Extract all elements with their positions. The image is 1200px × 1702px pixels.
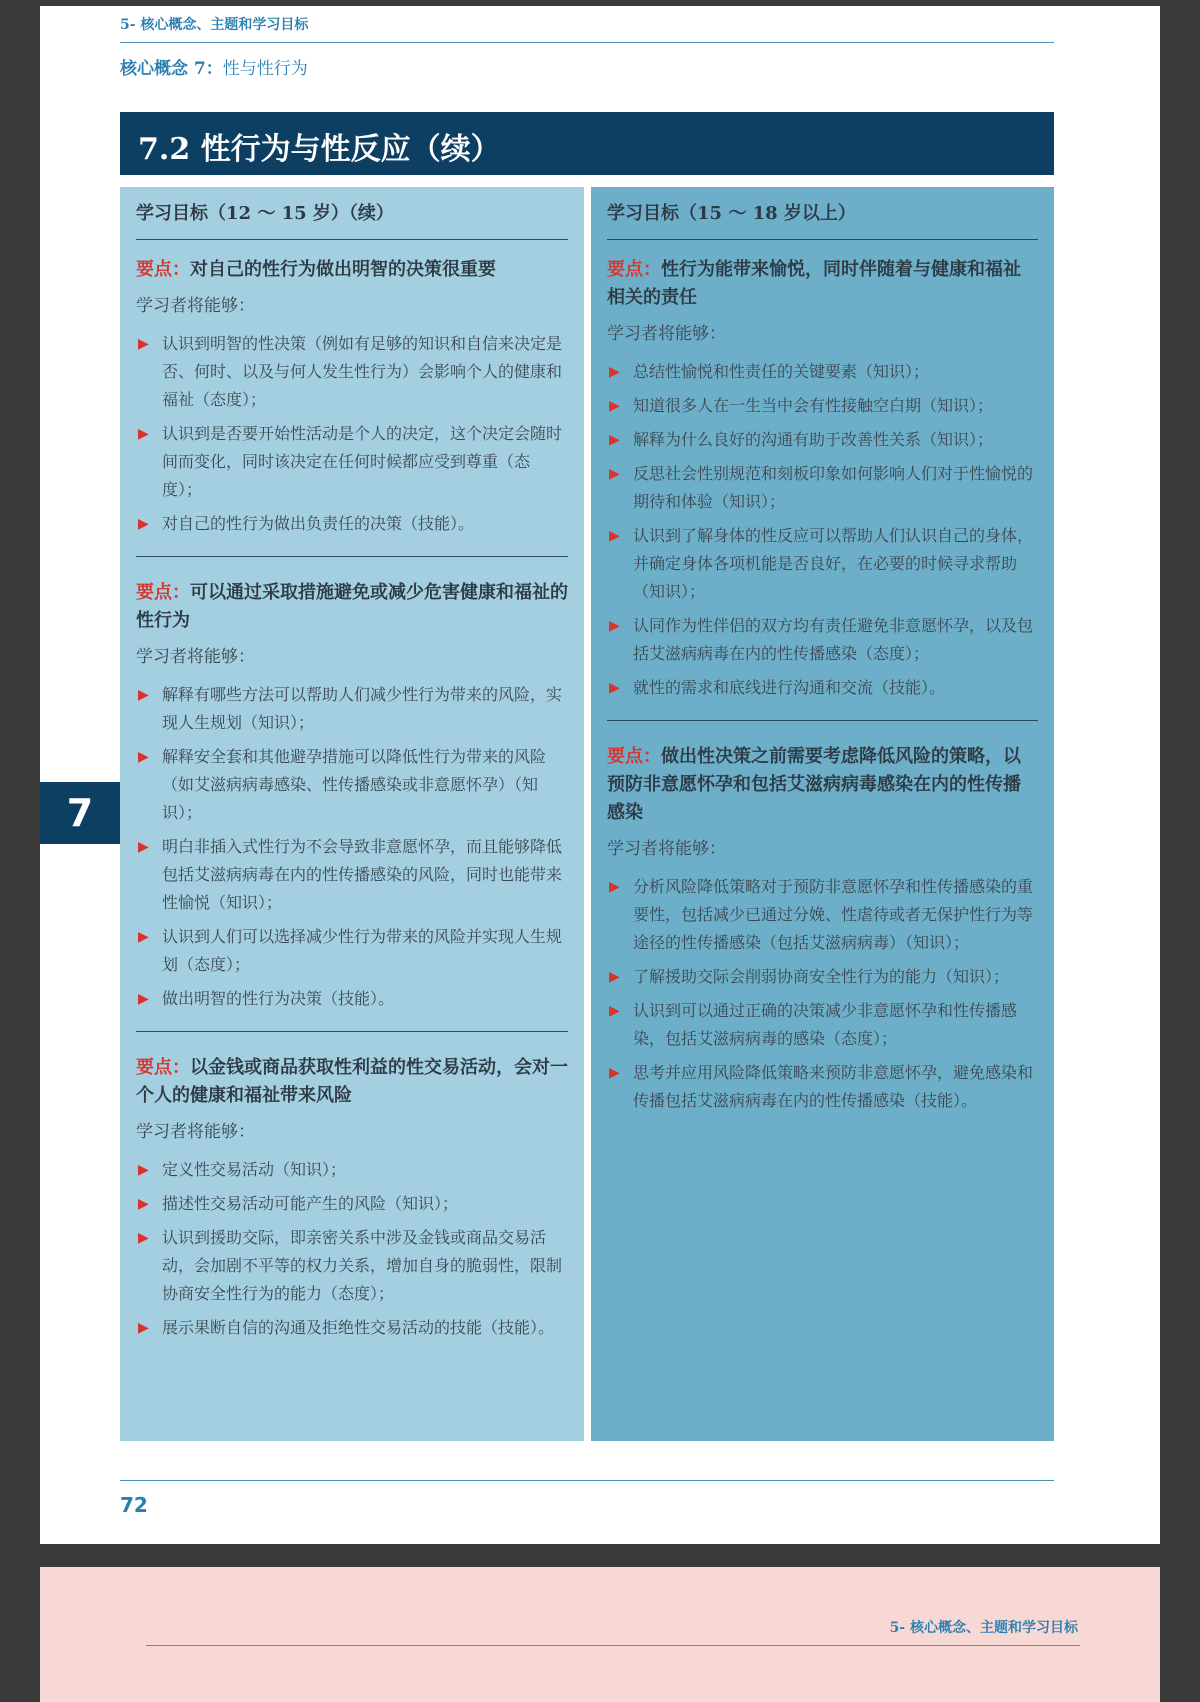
learners-intro: 学习者将能够： <box>136 1122 255 1142</box>
bullet-arrow-icon: ▶ <box>609 879 620 895</box>
objective-text: 认识到了解身体的性反应可以帮助人们认识自己的身体，并确定身体各项机能是否良好，在必要的时候寻求帮助（知识）； <box>633 526 1034 601</box>
objective-text: 认识到是否要开始性活动是个人的决定，这个决定会随时间而变化，同时该决定在任何时候都应受到尊重（态度）； <box>162 424 563 499</box>
concept-label: 核心概念 7： <box>120 59 223 79</box>
key-point-section <box>607 720 1038 1115</box>
bullet-arrow-icon: ▶ <box>138 991 149 1007</box>
key-point-tag: 要点： <box>607 746 661 767</box>
objective-item <box>136 1190 568 1218</box>
objective-item <box>136 743 568 827</box>
bullet-arrow-icon: ▶ <box>138 1162 149 1178</box>
bullet-arrow-icon: ▶ <box>138 839 149 855</box>
objective-text: 定义性交易活动（知识）； <box>162 1160 347 1179</box>
right-sections <box>607 256 1038 1115</box>
objective-text: 总结性愉悦和性责任的关键要素（知识）； <box>633 362 930 381</box>
objective-item <box>136 923 568 979</box>
section-banner: 7.2 性行为与性反应（续） <box>120 112 1054 175</box>
bullet-arrow-icon: ▶ <box>609 969 620 985</box>
objective-list <box>607 873 1038 1115</box>
objective-text: 分析风险降低策略对于预防非意愿怀孕和性传播感染的重要性，包括减少已通过分娩、性虐待或者无保护性行为等途径的性传播感染（包括艾滋病病毒）（知识）； <box>633 877 1034 952</box>
key-point-text: 性行为能带来愉悦，同时伴随着与健康和福祉相关的责任 <box>607 259 1021 308</box>
next-page-header: 5- 核心概念、主题和学习目标 <box>889 1620 1078 1636</box>
right-column-title: 学习目标（15 ～ 18 岁以上） <box>607 199 1038 240</box>
header-rule <box>120 42 1054 43</box>
objective-item <box>607 674 1038 702</box>
objective-text: 解释有哪些方法可以帮助人们减少性行为带来的风险，实现人生规划（知识）； <box>162 685 563 732</box>
objective-item <box>607 997 1038 1053</box>
objective-item <box>607 1059 1038 1115</box>
bullet-arrow-icon: ▶ <box>609 618 620 634</box>
footer-rule <box>120 1480 1054 1481</box>
objective-item <box>136 330 568 414</box>
key-point-text: 以金钱或商品获取性利益的性交易活动，会对一个人的健康和福祉带来风险 <box>136 1057 568 1106</box>
objective-text: 解释安全套和其他避孕措施可以降低性行为带来的风险（如艾滋病病毒感染、性传播感染或非意愿怀孕）（知识）； <box>162 747 547 822</box>
objective-text: 认识到人们可以选择减少性行为带来的风险并实现人生规划（态度）； <box>162 927 563 974</box>
bullet-arrow-icon: ▶ <box>609 432 620 448</box>
key-point-heading <box>136 256 568 284</box>
bullet-arrow-icon: ▶ <box>609 528 620 544</box>
learners-intro: 学习者将能够： <box>136 296 255 316</box>
objective-item <box>607 460 1038 516</box>
bullet-arrow-icon: ▶ <box>138 1196 149 1212</box>
key-point-section <box>136 1031 568 1342</box>
right-column <box>591 187 1054 1441</box>
key-point-tag: 要点： <box>136 582 190 603</box>
concept-subheader <box>120 54 308 79</box>
objective-text: 反思社会性别规范和刻板印象如何影响人们对于性愉悦的期待和体验（知识）； <box>633 464 1034 511</box>
objective-text: 对自己的性行为做出负责任的决策（技能）。 <box>162 514 475 533</box>
bullet-arrow-icon: ▶ <box>609 1065 620 1081</box>
key-point-heading <box>136 1054 568 1110</box>
key-point-section <box>607 256 1038 702</box>
objective-text: 认识到可以通过正确的决策减少非意愿怀孕和性传播感染，包括艾滋病病毒的感染（态度）； <box>633 1001 1018 1048</box>
learners-intro: 学习者将能够： <box>607 839 726 859</box>
key-point-heading <box>136 579 568 635</box>
objective-text: 认识到明智的性决策（例如有足够的知识和自信来决定是否、何时、以及与何人发生性行为）会影响个人的健康和福祉（态度）； <box>162 334 563 409</box>
objective-text: 就性的需求和底线进行沟通和交流（技能）。 <box>633 678 946 697</box>
chapter-tab: 7 <box>40 782 120 844</box>
bullet-arrow-icon: ▶ <box>138 1230 149 1246</box>
key-point-text: 可以通过采取措施避免或减少危害健康和福祉的性行为 <box>136 582 568 631</box>
next-page-rule <box>146 1645 1080 1646</box>
page-number: 72 <box>120 1493 148 1517</box>
bullet-arrow-icon: ▶ <box>138 749 149 765</box>
objective-item <box>136 985 568 1013</box>
bullet-arrow-icon: ▶ <box>138 426 149 442</box>
key-point-tag: 要点： <box>136 1057 190 1078</box>
objective-item <box>136 1314 568 1342</box>
objective-text: 认识到援助交际，即亲密关系中涉及金钱或商品交易活动，会加剧不平等的权力关系，增加自身的脆弱性，限制协商安全性行为的能力（态度）； <box>162 1228 563 1303</box>
objective-list <box>136 681 568 1013</box>
objective-item <box>136 510 568 538</box>
bullet-arrow-icon: ▶ <box>609 398 620 414</box>
bullet-arrow-icon: ▶ <box>609 466 620 482</box>
key-point-tag: 要点： <box>136 259 190 280</box>
document-page <box>40 6 1160 1544</box>
left-sections <box>136 256 568 1342</box>
bullet-arrow-icon: ▶ <box>609 680 620 696</box>
bullet-arrow-icon: ▶ <box>138 929 149 945</box>
key-point-text: 对自己的性行为做出明智的决策很重要 <box>190 259 496 280</box>
objective-item <box>607 392 1038 420</box>
objective-text: 展示果断自信的沟通及拒绝性交易活动的技能（技能）。 <box>162 1318 555 1337</box>
objective-item <box>136 420 568 504</box>
objective-item <box>607 612 1038 668</box>
objective-list <box>136 1156 568 1342</box>
bullet-arrow-icon: ▶ <box>609 364 620 380</box>
objective-item <box>136 681 568 737</box>
key-point-section <box>136 556 568 1013</box>
key-point-text: 做出性决策之前需要考虑降低风险的策略，以预防非意愿怀孕和包括艾滋病病毒感染在内的性传播感染 <box>607 746 1021 823</box>
left-column <box>120 187 584 1441</box>
left-column-title: 学习目标（12 ～ 15 岁）（续） <box>136 199 568 240</box>
bullet-arrow-icon: ▶ <box>138 336 149 352</box>
key-point-heading <box>607 256 1038 312</box>
learners-intro: 学习者将能够： <box>136 647 255 667</box>
concept-topic: 性与性行为 <box>222 59 308 79</box>
key-point-section <box>136 256 568 538</box>
bullet-arrow-icon: ▶ <box>138 516 149 532</box>
objective-item <box>136 833 568 917</box>
objective-text: 做出明智的性行为决策（技能）。 <box>162 989 395 1008</box>
objective-item <box>607 873 1038 957</box>
key-point-tag: 要点： <box>607 259 661 280</box>
objective-list <box>136 330 568 538</box>
objective-text: 明白非插入式性行为不会导致非意愿怀孕，而且能够降低包括艾滋病病毒在内的性传播感染的风险，同时也能带来性愉悦（知识）； <box>162 837 563 912</box>
objective-text: 思考并应用风险降低策略来预防非意愿怀孕，避免感染和传播包括艾滋病病毒在内的性传播感染（技能）。 <box>633 1063 1034 1110</box>
objective-item <box>607 426 1038 454</box>
objective-text: 认同作为性伴侣的双方均有责任避免非意愿怀孕，以及包括艾滋病病毒在内的性传播感染（态度）； <box>633 616 1034 663</box>
objective-text: 描述性交易活动可能产生的风险（知识）； <box>162 1194 459 1213</box>
objective-list <box>607 358 1038 702</box>
bullet-arrow-icon: ▶ <box>138 687 149 703</box>
bullet-arrow-icon: ▶ <box>138 1320 149 1336</box>
objective-item <box>607 963 1038 991</box>
objective-item <box>607 358 1038 386</box>
objective-text: 了解援助交际会削弱协商安全性行为的能力（知识）； <box>633 967 1010 986</box>
objective-text: 知道很多人在一生当中会有性接触空白期（知识）； <box>633 396 994 415</box>
running-header: 5- 核心概念、主题和学习目标 <box>120 17 309 33</box>
objective-text: 解释为什么良好的沟通有助于改善性关系（知识）； <box>633 430 994 449</box>
learners-intro: 学习者将能够： <box>607 324 726 344</box>
objective-item <box>607 522 1038 606</box>
objective-item <box>136 1224 568 1308</box>
next-page <box>40 1567 1160 1702</box>
key-point-heading <box>607 743 1038 827</box>
bullet-arrow-icon: ▶ <box>609 1003 620 1019</box>
objective-item <box>136 1156 568 1184</box>
